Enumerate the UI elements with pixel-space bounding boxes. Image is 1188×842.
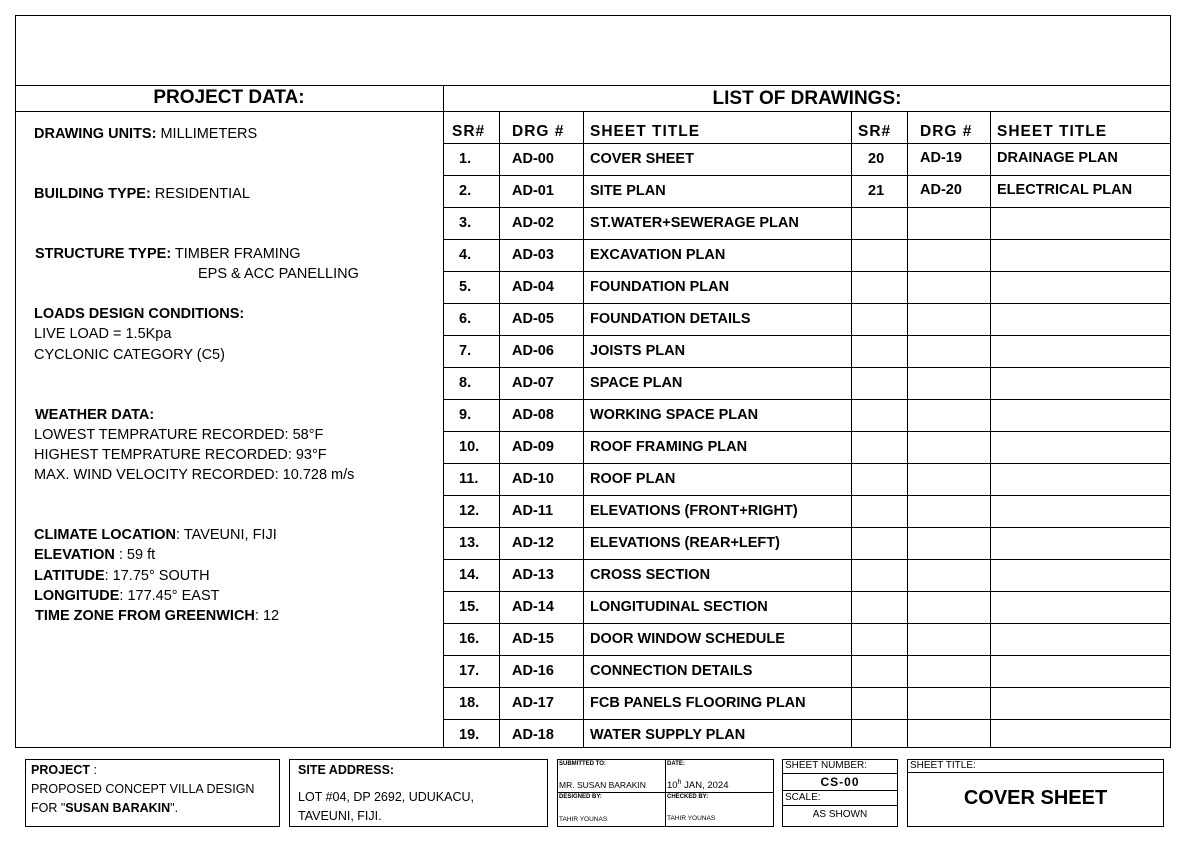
project-label: PROJECT :: [31, 763, 97, 777]
row-sheet-title: JOISTS PLAN: [590, 343, 686, 359]
row-sheet-title: WATER SUPPLY PLAN: [590, 727, 746, 743]
row-sheet-title: CROSS SECTION: [590, 567, 711, 583]
header-sheet-title: SHEET TITLE: [590, 123, 701, 140]
row-sr: 1.: [459, 151, 472, 167]
row-sheet-title: ELEVATIONS (FRONT+RIGHT): [590, 503, 798, 519]
header-sr-right: SR#: [858, 123, 892, 140]
project-line1: PROPOSED CONCEPT VILLA DESIGN: [31, 782, 255, 796]
row-drg-right: AD-20: [920, 182, 962, 198]
climate-location: CLIMATE LOCATION: TAVEUNI, FIJI: [34, 527, 277, 543]
row-sr: 7.: [459, 343, 472, 359]
row-sheet-title: ROOF FRAMING PLAN: [590, 439, 748, 455]
submission-divider-v: [665, 759, 666, 827]
drawings-heading: LIST OF DRAWINGS:: [712, 88, 902, 109]
row-drg: AD-01: [512, 183, 554, 199]
project-data-header-divider: [15, 111, 443, 112]
row-sheet-title: ST.WATER+SEWERAGE PLAN: [590, 215, 799, 231]
header-drg-right: DRG #: [920, 123, 973, 140]
row-sheet-title: ROOF PLAN: [590, 471, 676, 487]
row-drg: AD-12: [512, 535, 554, 551]
row-sheet-title: FOUNDATION DETAILS: [590, 311, 751, 327]
structure-type: STRUCTURE TYPE: TIMBER FRAMING: [35, 246, 301, 262]
row-sheet-title-right: ELECTRICAL PLAN: [997, 182, 1133, 198]
row-sr: 4.: [459, 247, 472, 263]
row-drg: AD-02: [512, 215, 554, 231]
project-data-heading: PROJECT DATA:: [153, 87, 305, 108]
row-sr: 11.: [459, 471, 479, 487]
row-sheet-title-right: DRAINAGE PLAN: [997, 150, 1118, 166]
row-sr-right: 20: [868, 151, 885, 167]
site-address-label: SITE ADDRESS:: [298, 763, 395, 777]
project-line2: FOR "SUSAN BARAKIN".: [31, 801, 179, 815]
row-sr: 6.: [459, 311, 472, 327]
sheet-title-divider: [907, 772, 1164, 773]
sheet-title-value: COVER SHEET: [963, 787, 1108, 809]
site-address-line1: LOT #04, DP 2692, UDUKACU,: [298, 790, 475, 804]
row-drg: AD-15: [512, 631, 554, 647]
row-sheet-title: LONGITUDINAL SECTION: [590, 599, 768, 615]
row-sr: 3.: [459, 215, 472, 231]
weather-heading: WEATHER DATA:: [35, 407, 155, 423]
wind-velocity: MAX. WIND VELOCITY RECORDED: 10.728 m/s: [34, 467, 355, 483]
cyclonic-category: CYCLONIC CATEGORY (C5): [34, 347, 225, 363]
row-sr: 8.: [459, 375, 472, 391]
row-sheet-title: FCB PANELS FLOORING PLAN: [590, 695, 806, 711]
row-sheet-title: FOUNDATION PLAN: [590, 279, 730, 295]
row-drg: AD-06: [512, 343, 554, 359]
building-type: BUILDING TYPE: RESIDENTIAL: [34, 186, 250, 202]
row-sr: 16.: [459, 631, 480, 647]
sheet-title-label: SHEET TITLE:: [910, 760, 976, 771]
row-drg: AD-04: [512, 279, 554, 295]
drawings-heading-divider: [443, 111, 1171, 112]
row-sheet-title: EXCAVATION PLAN: [590, 247, 726, 263]
longitude: LONGITUDE: 177.45° EAST: [34, 588, 220, 604]
row-sr: 13.: [459, 535, 480, 551]
row-sr: 15.: [459, 599, 480, 615]
row-sr: 10.: [459, 439, 480, 455]
highest-temp: HIGHEST TEMPRATURE RECORDED: 93°F: [34, 447, 327, 463]
row-drg: AD-05: [512, 311, 554, 327]
row-sr-right: 21: [868, 183, 885, 199]
submission-divider-h: [557, 792, 774, 793]
submitted-to-value: MR. SUSAN BARAKIN: [559, 780, 646, 790]
designed-by-value: TAHIR YOUNAS: [559, 816, 608, 823]
sheet-number-divider1: [782, 773, 898, 774]
header-sheet-title-right: SHEET TITLE: [997, 123, 1108, 140]
row-drg: AD-09: [512, 439, 554, 455]
structure-type-line2: EPS & ACC PANELLING: [198, 266, 359, 282]
row-drg: AD-18: [512, 727, 554, 743]
time-zone: TIME ZONE FROM GREENWICH: 12: [35, 608, 280, 624]
top-divider: [15, 85, 1171, 86]
row-drg: AD-13: [512, 567, 554, 583]
row-sr: 2.: [459, 183, 472, 199]
sheet-number-label: SHEET NUMBER:: [785, 760, 868, 771]
row-sheet-title: WORKING SPACE PLAN: [590, 407, 759, 423]
sheet-number-divider3: [782, 805, 898, 806]
row-sr: 12.: [459, 503, 480, 519]
row-sheet-title: COVER SHEET: [590, 151, 694, 167]
row-sheet-title: SPACE PLAN: [590, 375, 683, 391]
date-label: DATE:: [667, 761, 685, 767]
row-drg: AD-07: [512, 375, 554, 391]
row-drg: AD-10: [512, 471, 554, 487]
row-drg: AD-14: [512, 599, 554, 615]
scale-label: SCALE:: [785, 792, 821, 803]
row-drg: AD-03: [512, 247, 554, 263]
elevation: ELEVATION : 59 ft: [34, 547, 156, 563]
checked-by-label: CHECKED BY:: [667, 794, 709, 800]
loads-heading: LOADS DESIGN CONDITIONS:: [34, 306, 245, 322]
row-sr: 9.: [459, 407, 472, 423]
header-drg: DRG #: [512, 123, 565, 140]
row-sheet-title: ELEVATIONS (REAR+LEFT): [590, 535, 780, 551]
submitted-to-label: SUBMITTED TO:: [559, 761, 606, 767]
sheet-number-divider2: [782, 790, 898, 791]
row-drg: AD-08: [512, 407, 554, 423]
live-load: LIVE LOAD = 1.5Kpa: [34, 326, 172, 342]
checked-by-value: TAHIR YOUNAS: [667, 815, 716, 822]
lowest-temp: LOWEST TEMPRATURE RECORDED: 58°F: [34, 427, 324, 443]
row-drg: AD-17: [512, 695, 554, 711]
scale-value: AS SHOWN: [812, 809, 868, 820]
designed-by-label: DESIGNED BY:: [559, 794, 602, 800]
row-sheet-title: DOOR WINDOW SCHEDULE: [590, 631, 785, 647]
row-sr: 19.: [459, 727, 480, 743]
latitude: LATITUDE: 17.75° SOUTH: [34, 568, 210, 584]
date-value: 10$^h$ JAN, 2024: [667, 779, 729, 792]
row-drg: AD-00: [512, 151, 554, 167]
row-sr: 18.: [459, 695, 480, 711]
header-sr: SR#: [452, 123, 486, 140]
row-sr: 17.: [459, 663, 480, 679]
row-sr: 14.: [459, 567, 480, 583]
row-drg: AD-11: [512, 503, 554, 519]
row-drg-right: AD-19: [920, 150, 962, 166]
row-drg: AD-16: [512, 663, 554, 679]
site-address-line2: TAVEUNI, FIJI.: [298, 809, 382, 823]
row-sheet-title: CONNECTION DETAILS: [590, 663, 753, 679]
drawing-units: DRAWING UNITS: MILLIMETERS: [34, 126, 258, 142]
row-sheet-title: SITE PLAN: [590, 183, 666, 199]
row-sr: 5.: [459, 279, 472, 295]
sheet-number-value: CS-00: [820, 775, 860, 789]
